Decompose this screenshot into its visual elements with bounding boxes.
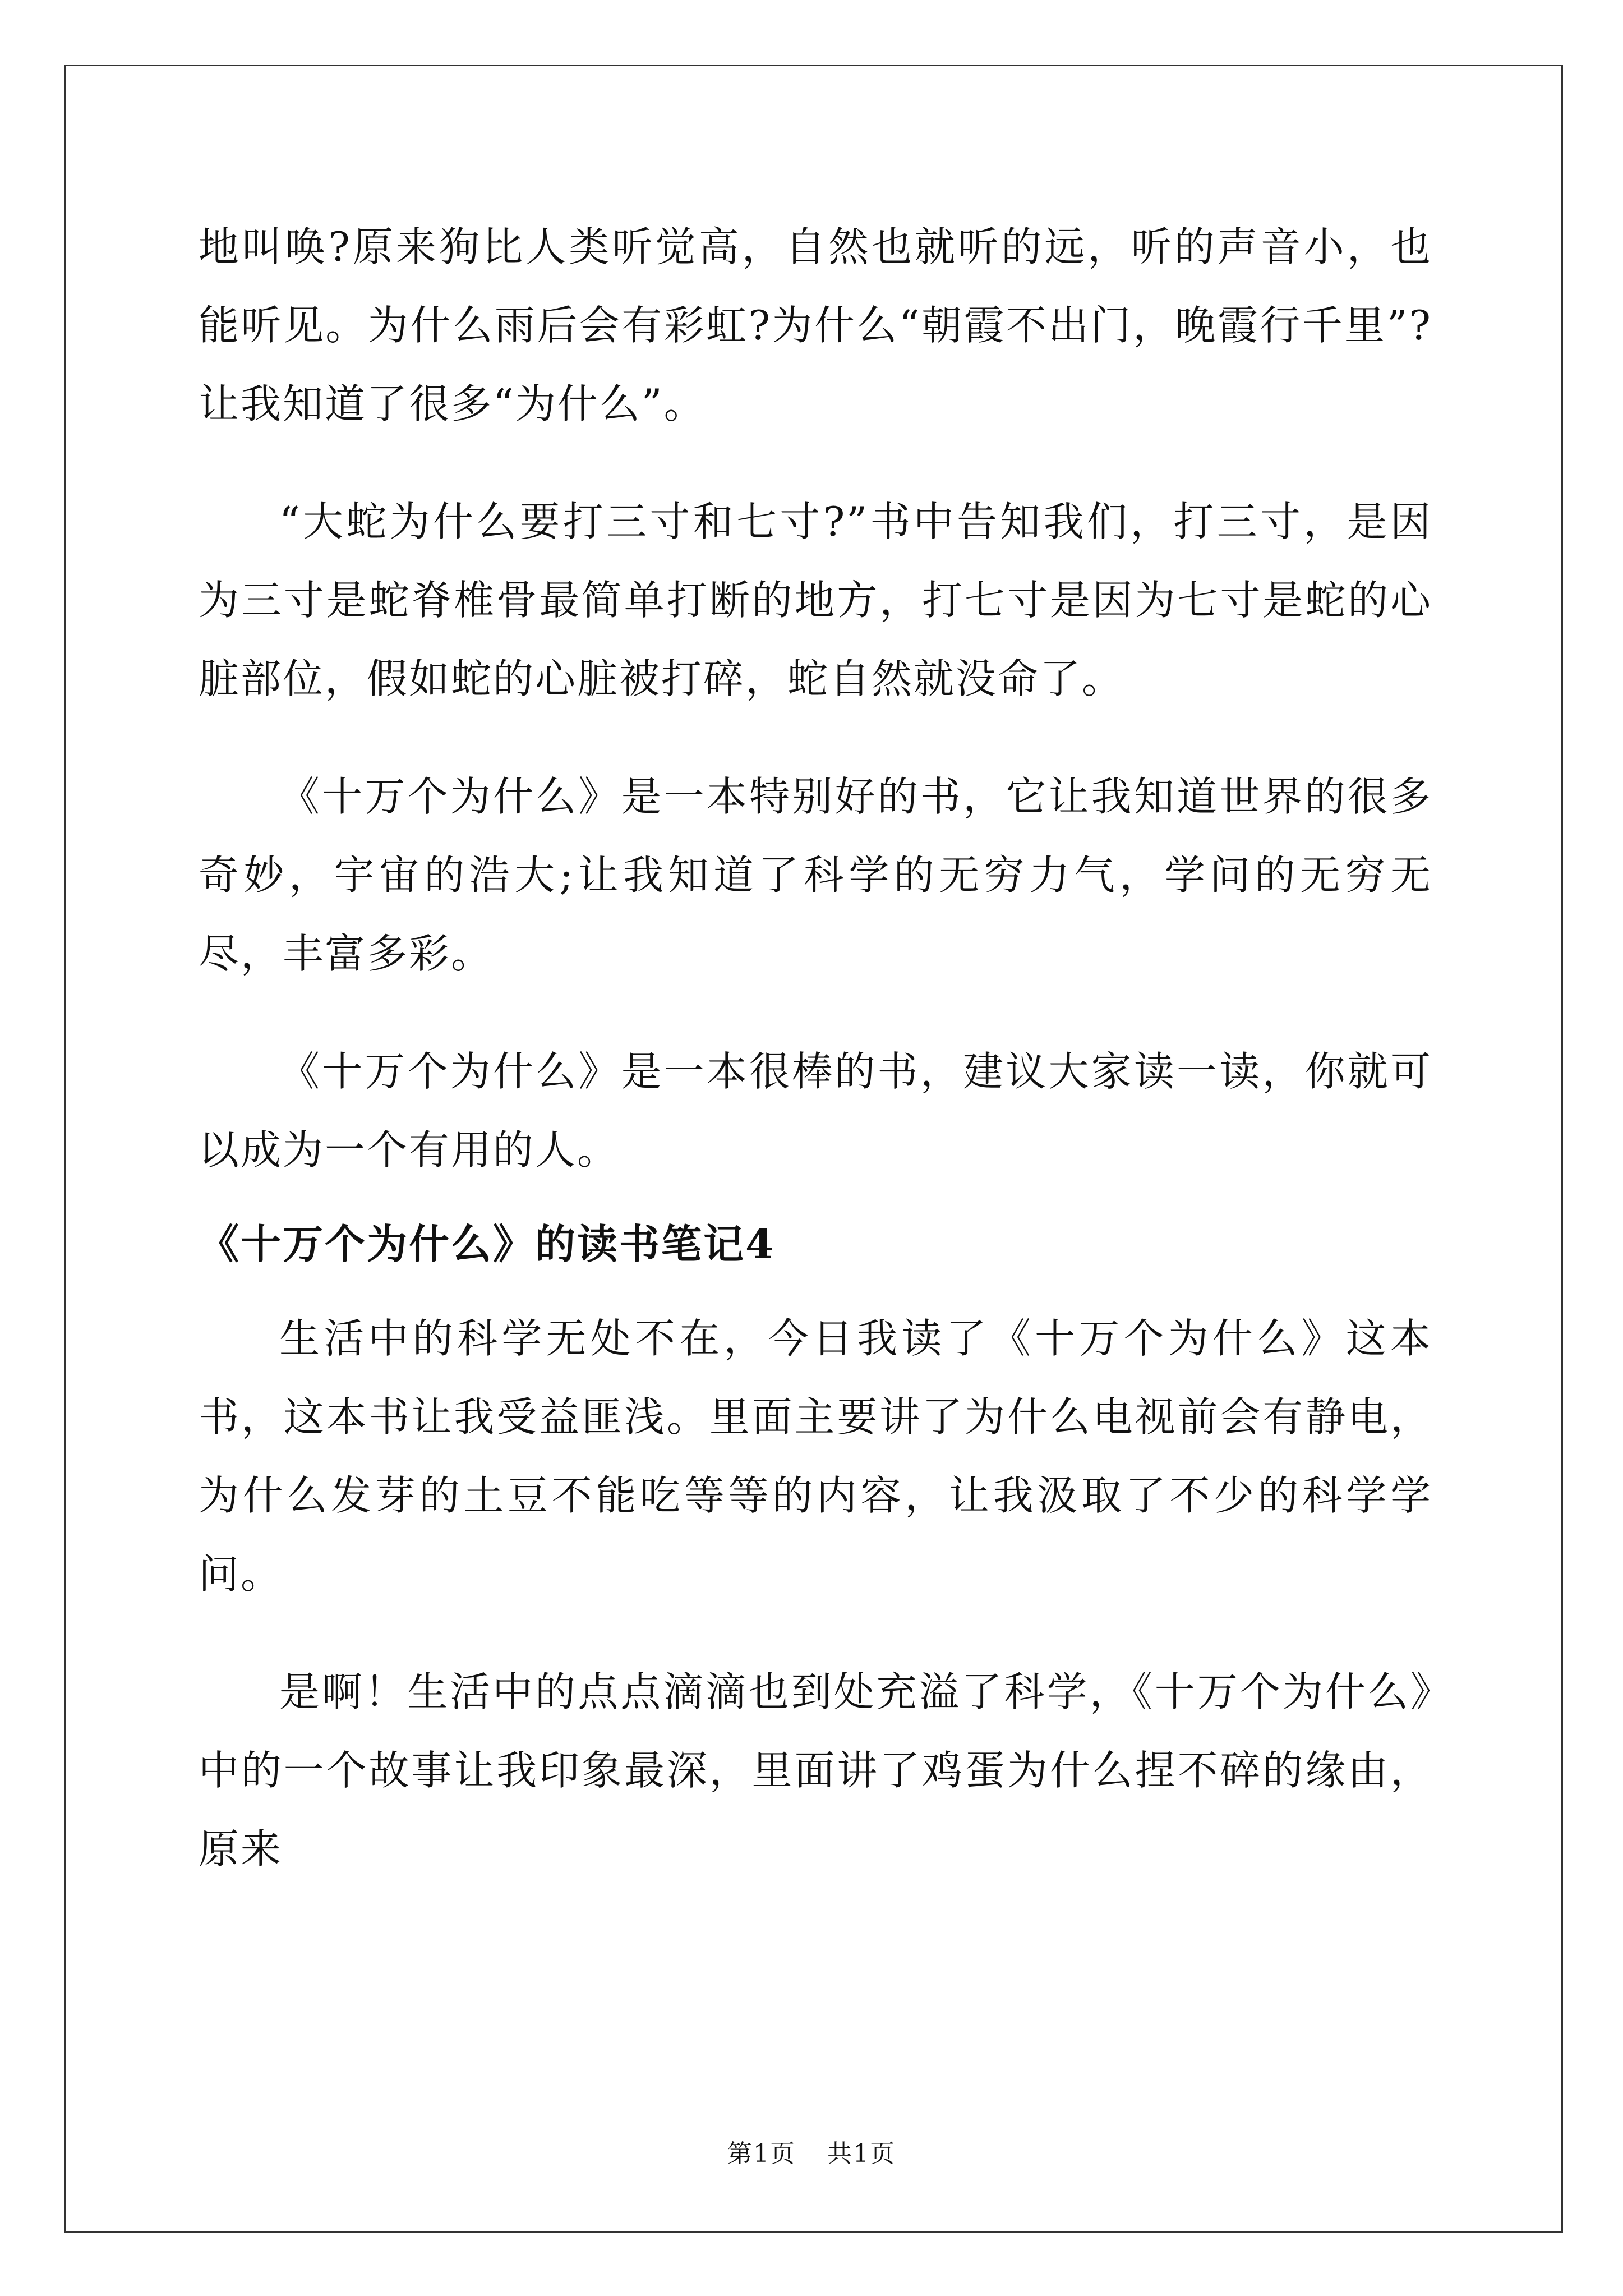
paragraph-snake: “大蛇为什么要打三寸和七寸?”书中告知我们，打三寸，是因为三寸是蛇脊椎骨最简单打断的地方，打七寸是因为七寸是蛇的心脏部位，假如蛇的心脏被打碎，蛇自然就没命了。: [199, 498, 1432, 702]
document-body: [199, 208, 1432, 1888]
paragraph-egg-story: 是啊！生活中的点点滴滴也到处充溢了科学，《十万个为什么》中的一个故事让我印象最深，里面讲了鸡蛋为什么捏不碎的缘由，原来: [199, 1668, 1432, 1872]
page-total: 共1页: [827, 2139, 896, 2168]
section-heading: 《十万个为什么》的读书笔记4: [199, 1220, 776, 1268]
page-footer: [0, 2137, 1623, 2171]
paragraph-science-life: 生活中的科学无处不在，今日我读了《十万个为什么》这本书，这本书让我受益匪浅。里面主要讲了为什么电视前会有静电，为什么发芽的土豆不能吃等等的内容，让我汲取了不少的科学学问。: [199, 1315, 1432, 1598]
paragraph-recommend: 《十万个为什么》是一本很棒的书，建议大家读一读，你就可以成为一个有用的人。: [199, 1048, 1432, 1174]
page-number: 第1页: [727, 2139, 796, 2168]
paragraph-book-praise: 《十万个为什么》是一本特别好的书，它让我知道世界的很多奇妙，宇宙的浩大;让我知道了科学的无穷力气，学问的无穷无尽，丰富多彩。: [199, 773, 1432, 977]
paragraph-continued: 地叫唤?原来狗比人类听觉高，自然也就听的远，听的声音小，也能听见。为什么雨后会有彩虹?为什么“朝霞不出门，晚霞行千里”?让我知道了很多“为什么”。: [199, 223, 1432, 427]
